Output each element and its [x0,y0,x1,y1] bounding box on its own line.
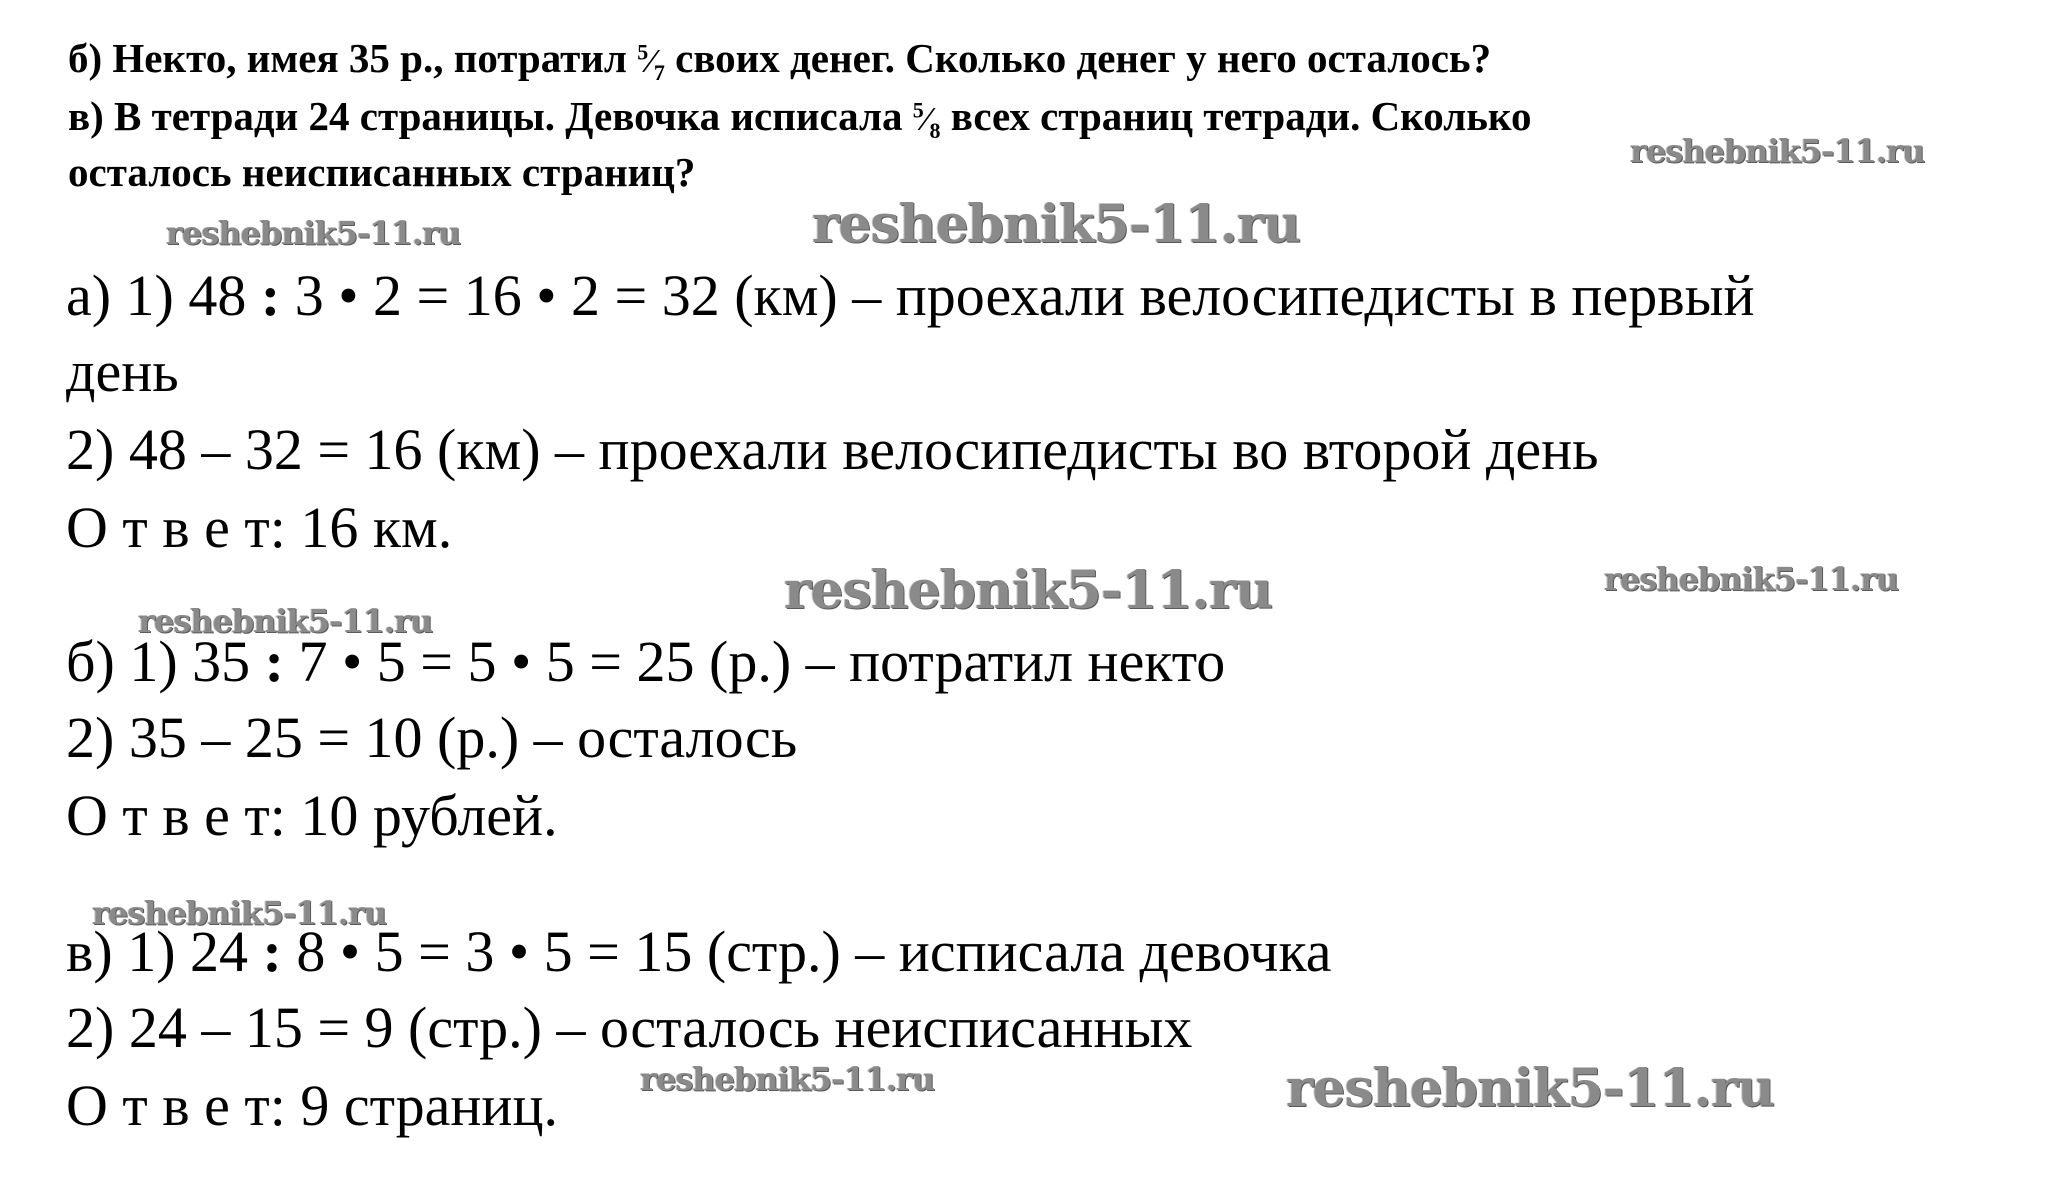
solution-b-line1-start: б) 1) 35 [66,629,265,694]
solution-a-line2: день [66,339,179,404]
task-v-fraction-numerator: 5 [912,97,924,123]
solution-v-line1-start: в) 1) 24 [66,919,263,984]
watermark: reshebnik5-11.ru [138,602,433,640]
solution-b-line2: 2) 35 – 25 = 10 (р.) – осталось [66,705,798,770]
task-v-fraction-denominator: 8 [929,117,941,143]
solution-a-line1-start: а) 1) 48 [66,263,261,328]
task-v-fraction: $^5⁄_8$ [912,97,941,143]
division-sign: : [262,919,282,984]
watermark: reshebnik5-11.ru [812,194,1301,255]
solution-v-answer: О т в е т: 9 страниц. [66,1073,558,1138]
solution-v-line1-end: 8 • 5 = 3 • 5 = 15 (стр.) – исписала девочка [281,919,1332,984]
task-b-fraction-numerator: 5 [637,39,649,65]
watermark: reshebnik5-11.ru [1604,560,1899,598]
task-b-fraction: $^5⁄_7$ [637,39,665,85]
task-v-statement-line2: осталось неисписанных страниц? [68,149,696,195]
watermark: reshebnik5-11.ru [1286,1058,1775,1119]
task-b-text-post: своих денег. Сколько денег у него осталось? [664,35,1492,81]
solution-v-line2: 2) 24 – 15 = 9 (стр.) – осталось неисписанных [66,995,1193,1060]
solution-a-line1 [66,264,1755,328]
solution-a-line1-end: 3 • 2 = 16 • 2 = 32 (км) – проехали велосипедисты в первый [280,263,1755,328]
task-b-statement [68,36,1491,84]
task-b-fraction-denominator: 7 [653,59,665,85]
task-b-text-pre: б) Некто, имея 35 р., потратил [68,35,638,81]
task-v-text-pre: в) В тетради 24 страницы. Девочка исписала [68,93,913,139]
solution-b-line1-end: 7 • 5 = 5 • 5 = 25 (р.) – потратил некто [283,629,1226,694]
watermark: reshebnik5-11.ru [92,894,387,932]
watermark: reshebnik5-11.ru [640,1060,935,1098]
solution-b-answer: О т в е т: 10 рублей. [66,783,558,848]
watermark: reshebnik5-11.ru [166,214,461,252]
watermark: reshebnik5-11.ru [1630,132,1925,170]
task-v-statement [68,94,1532,142]
solution-a-line3: 2) 48 – 32 = 16 (км) – проехали велосипедисты во второй день [66,417,1599,482]
solution-a-answer: О т в е т: 16 км. [66,495,453,560]
division-sign: : [260,263,281,328]
division-sign: : [264,629,284,694]
task-v-text-post: всех страниц тетради. Сколько [940,93,1532,139]
watermark: reshebnik5-11.ru [784,560,1273,621]
